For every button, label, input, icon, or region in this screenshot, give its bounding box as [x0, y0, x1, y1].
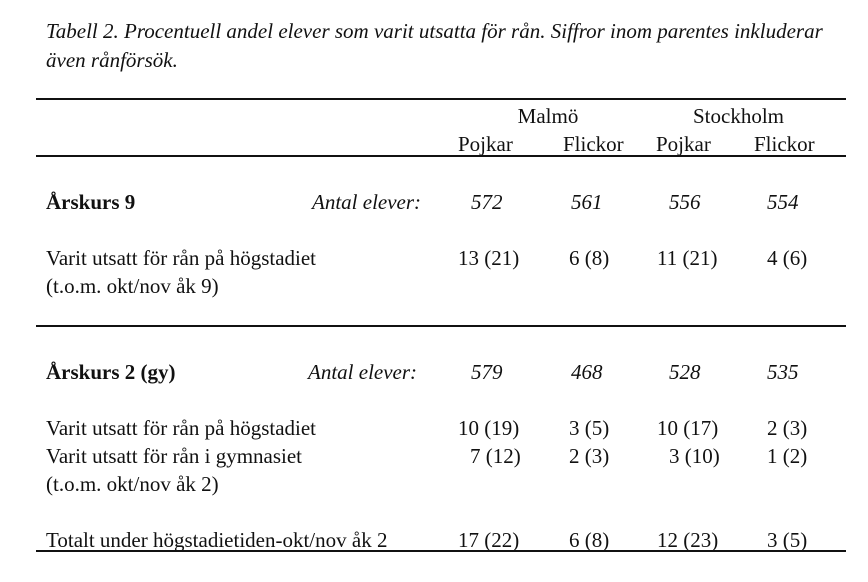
row-label: Varit utsatt för rån på högstadiet: [46, 416, 317, 440]
top-rule: [36, 98, 846, 100]
cell-value: 6 (8): [569, 246, 610, 270]
row-label-note: (t.o.m. okt/nov åk 2): [46, 472, 219, 496]
cell-value: 4 (6): [767, 246, 808, 270]
cell-value: 10 (17): [657, 416, 719, 440]
total-cell-value: 12 (23): [657, 528, 719, 552]
group-header-malmo: Malmö: [517, 104, 579, 128]
cell-value: 2 (3): [767, 416, 808, 440]
count-stockholm-pojkar: 528: [669, 360, 701, 384]
count-malmo-flickor: 561: [571, 190, 603, 214]
count-label: Antal elever:: [308, 360, 418, 384]
count-malmo-pojkar: 572: [471, 190, 503, 214]
count-stockholm-pojkar: 556: [669, 190, 701, 214]
total-row-label: Totalt under högstadietiden-okt/nov åk 2: [46, 528, 388, 552]
total-cell-value: 3 (5): [767, 528, 808, 552]
cell-value: 7 (12): [470, 444, 521, 468]
cell-value: 10 (19): [458, 416, 520, 440]
total-cell-value: 6 (8): [569, 528, 610, 552]
count-stockholm-flickor: 535: [767, 360, 799, 384]
row-label: Varit utsatt för rån på högstadiet: [46, 246, 317, 270]
section-title-arskurs-9: Årskurs 9: [46, 190, 136, 214]
subheader-stockholm-flickor: Flickor: [754, 132, 815, 156]
header-rule: [36, 155, 846, 157]
subheader-malmo-flickor: Flickor: [563, 132, 624, 156]
row-label-note: (t.o.m. okt/nov åk 9): [46, 274, 219, 298]
count-stockholm-flickor: 554: [767, 190, 799, 214]
cell-value: 13 (21): [458, 246, 520, 270]
count-malmo-pojkar: 579: [471, 360, 503, 384]
count-malmo-flickor: 468: [571, 360, 603, 384]
cell-value: 1 (2): [767, 444, 808, 468]
table-caption: Tabell 2. Procentuell andel elever som varit utsatta för rån. Siffror inom parentes inkluderar även rånförsök.: [46, 19, 823, 72]
subheader-malmo-pojkar: Pojkar: [458, 132, 513, 156]
subheader-stockholm-pojkar: Pojkar: [656, 132, 711, 156]
cell-value: 3 (5): [569, 416, 610, 440]
count-label: Antal elever:: [312, 190, 422, 214]
row-label: Varit utsatt för rån i gymnasiet: [46, 444, 303, 468]
cell-value: 3 (10): [669, 444, 720, 468]
group-header-stockholm: Stockholm: [693, 104, 785, 128]
total-cell-value: 17 (22): [458, 528, 520, 552]
section-rule: [36, 325, 846, 327]
section-title-arskurs-2-gy: Årskurs 2 (gy): [46, 360, 176, 384]
bottom-rule: [36, 550, 846, 552]
cell-value: 2 (3): [569, 444, 610, 468]
cell-value: 11 (21): [657, 246, 718, 270]
